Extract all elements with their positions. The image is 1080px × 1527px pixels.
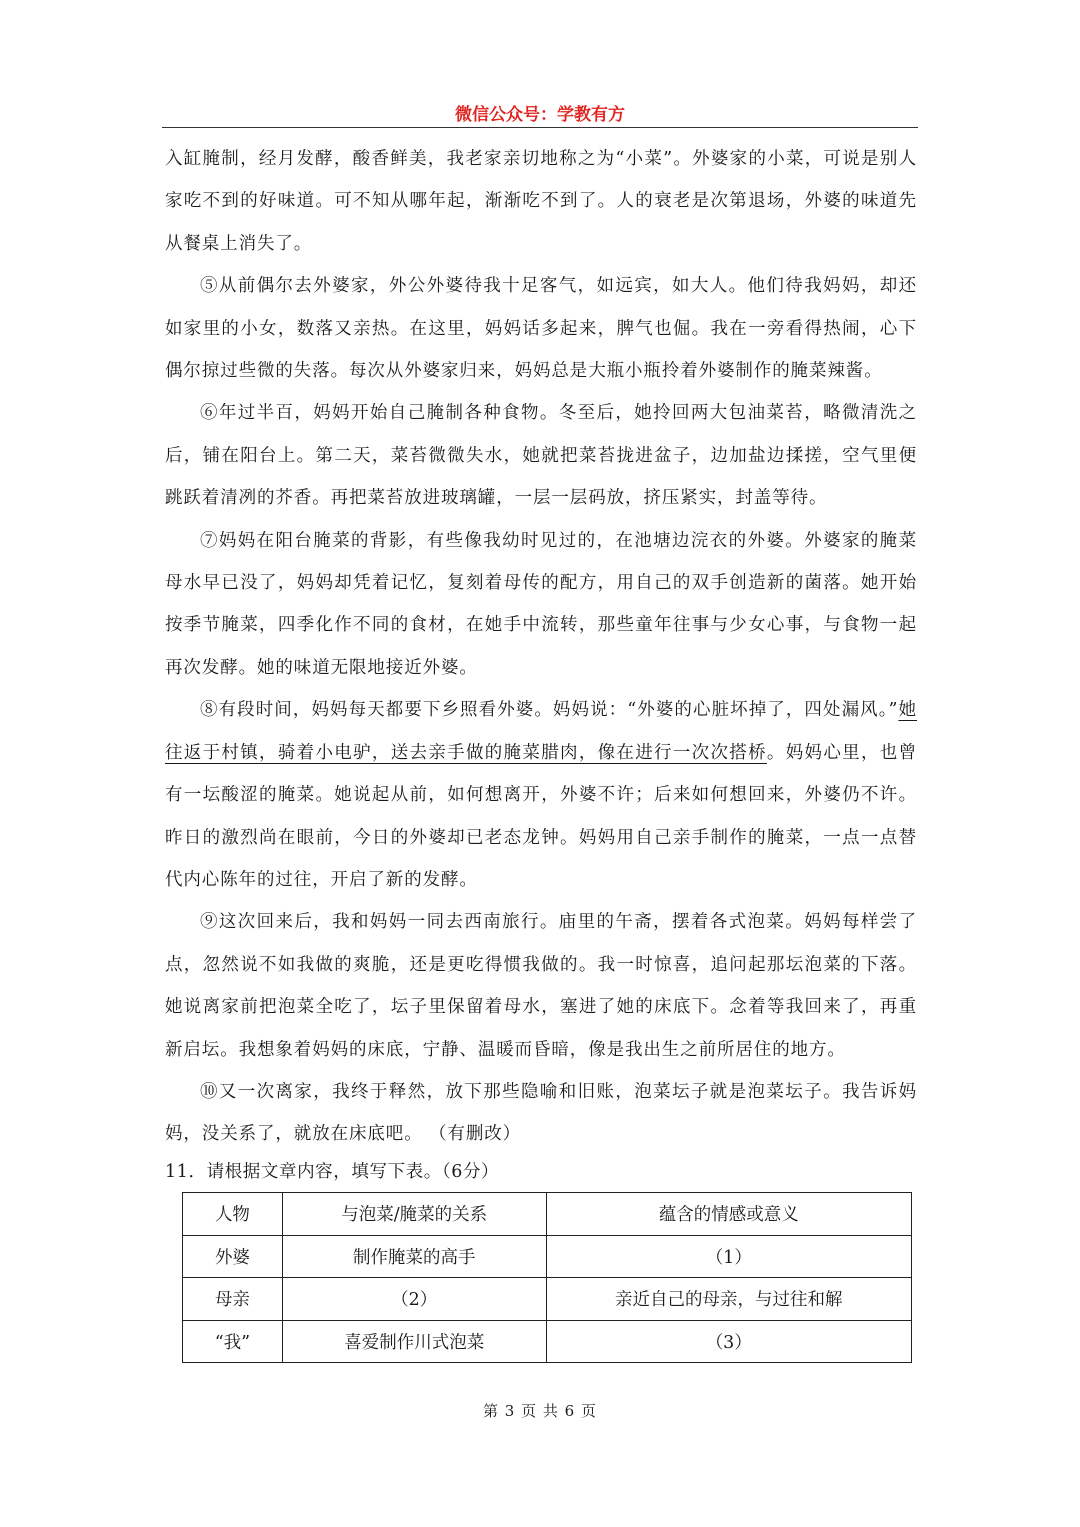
header-divider (162, 127, 918, 128)
header-title: 微信公众号：学教有方 (455, 105, 625, 125)
table-cell: 母亲 (183, 1278, 283, 1321)
table-cell: 外婆 (183, 1235, 283, 1278)
table-cell: （1） (546, 1235, 911, 1278)
paragraph-7: ⑦妈妈在阳台腌菜的背影，有些像我幼时见过的，在池塘边浣衣的外婆。外婆家的腌菜母水早已没了，妈妈却凭着记忆，复刻着母传的配方，用自己的双手创造新的菌落。她开始按季节腌菜，四季化作不同的食材，在她手中流转，那些童年往事与少女心事，与食物一起再次发酵。她的味道无限地接近外婆。 (165, 530, 917, 678)
table-cell: “我” (183, 1320, 283, 1363)
table-cell: （2） (282, 1278, 546, 1321)
table-row (183, 1320, 912, 1363)
table-cell: 喜爱制作川式泡菜 (282, 1320, 546, 1363)
paragraph-6: ⑥年过半百，妈妈开始自己腌制各种食物。冬至后，她拎回两大包油菜苔，略微清洗之后，铺在阳台上。第二天，菜苔微微失水，她就把菜苔拢进盆子，边加盐边揉搓，空气里便跳跃着清冽的芥香。再把菜苔放进玻璃罐，一层一层码放，挤压紧实，封盖等待。 (165, 403, 917, 509)
table-cell: （3） (546, 1320, 911, 1363)
table-cell: 亲近自己的母亲，与过往和解 (546, 1278, 911, 1321)
table-header-cell: 人物 (183, 1193, 283, 1236)
question-11: 11．请根据文章内容，填写下表。（6分） (165, 1162, 500, 1182)
table-cell: 制作腌菜的高手 (282, 1235, 546, 1278)
paragraph-10: ⑩又一次离家，我终于释然，放下那些隐喻和旧账，泡菜坛子就是泡菜坛子。我告诉妈妈，没关系了，就放在床底吧。 （有删改） (165, 1081, 917, 1145)
paragraph-8-lead: ⑧有段时间，妈妈每天都要下乡照看外婆。妈妈说：“外婆的心脏坏掉了，四处漏风。” (200, 700, 899, 721)
underlined-sentence: 她往返于村镇，骑着小电驴，送去亲手做的腌菜腊肉，像在进行一次次搭桥 (165, 700, 917, 763)
table-row (183, 1278, 912, 1321)
answer-table (182, 1192, 912, 1363)
paragraph-5: ⑤从前偶尔去外婆家，外公外婆待我十足客气，如远宾，如大人。他们待我妈妈，却还如家里的小女，数落又亲热。在这里，妈妈话多起来，脾气也倔。我在一旁看得热闹，心下偶尔掠过些微的失落。每次从外婆家归来，妈妈总是大瓶小瓶拎着外婆制作的腌菜辣酱。 (165, 276, 917, 382)
table-header-cell: 蕴含的情感或意义 (546, 1193, 911, 1236)
table-header-row (183, 1193, 912, 1236)
page-number: 第 3 页 共 6 页 (483, 1402, 597, 1420)
table-row (183, 1235, 912, 1278)
paragraph-continuation: 入缸腌制，经月发酵，酸香鲜美，我老家亲切地称之为“小菜”。外婆家的小菜，可说是别人家吃不到的好味道。可不知从哪年起，渐渐吃不到了。人的衰老是次第退场，外婆的味道先从餐桌上消失了。 (165, 149, 917, 254)
table-header-cell: 与泡菜/腌菜的关系 (282, 1193, 546, 1236)
article-body (165, 138, 917, 1156)
paragraph-8-rest: 。妈妈心里，也曾有一坛酸涩的腌菜。她说起从前，如何想离开，外婆不许；后来如何想回来，外婆仍不许。昨日的激烈尚在眼前，今日的外婆却已老态龙钟。妈妈用自己亲手制作的腌菜，一点一点替代内心陈年的过往，开启了新的发酵。 (165, 742, 917, 890)
paragraph-8 (165, 689, 917, 901)
paragraph-9: ⑨这次回来后，我和妈妈一同去西南旅行。庙里的午斋，摆着各式泡菜。妈妈每样尝了点，忽然说不如我做的爽脆，还是更吃得惯我做的。我一时惊喜，追问起那坛泡菜的下落。她说离家前把泡菜全吃了，坛子里保留着母水，塞进了她的床底下。念着等我回来了，再重新启坛。我想象着妈妈的床底，宁静、温暖而昏暗，像是我出生之前所居住的地方。 (165, 912, 917, 1060)
